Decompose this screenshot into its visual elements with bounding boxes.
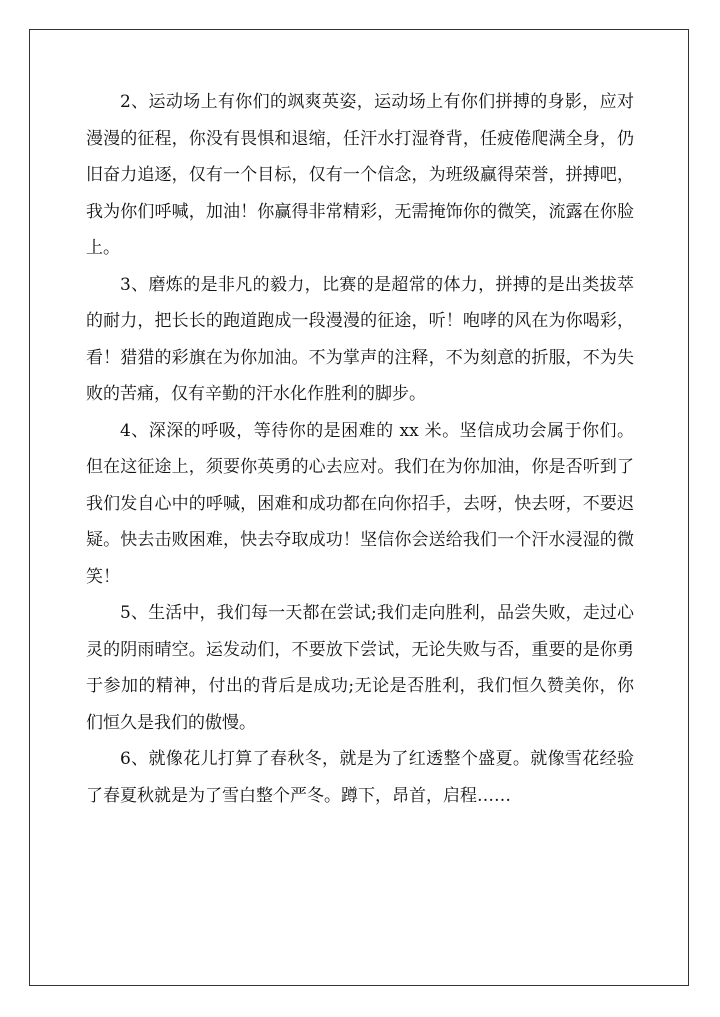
paragraph-5: 5、生活中，我们每一天都在尝试;我们走向胜利，品尝失败，走过心灵的阴雨晴空。运发动们，不要放下尝试，无论失败与否，重要的是你勇于参加的精神，付出的背后是成功;无论是否胜利，我们恒久赞美你，你们恒久是我们的傲慢。	[86, 603, 634, 733]
paragraph-2: 2、运动场上有你们的飒爽英姿，运动场上有你们拼搏的身影，应对漫漫的征程，你没有畏惧和退缩，任汗水打湿脊背，任疲倦爬满全身，仍旧奋力追逐，仅有一个目标，仅有一个信念，为班级赢得荣誉，拼搏吧，我为你们呼喊，加油！你赢得非常精彩，无需掩饰你的微笑，流露在你脸上。	[86, 92, 634, 258]
paragraph-6: 6、就像花儿打算了春秋冬，就是为了红透整个盛夏。就像雪花经验了春夏秋就是为了雪白整个严冬。蹲下，昂首，启程……	[86, 749, 634, 806]
document-body	[86, 84, 634, 814]
paragraph-4: 4、深深的呼吸，等待你的是困难的 xx 米。坚信成功会属于你们。但在这征途上，须要你英勇的心去应对。我们在为你加油，你是否听到了我们发自心中的呼喊，困难和成功都在向你招手，去呀，快去呀，不要迟疑。快去击败困难，快去夺取成功！坚信你会送给我们一个汗水浸湿的微笑！	[86, 420, 634, 587]
paragraph-3: 3、磨炼的是非凡的毅力，比赛的是超常的体力，拼搏的是出类拔萃的耐力，把长长的跑道跑成一段漫漫的征途，听！咆哮的风在为你喝彩，看！猎猎的彩旗在为你加油。不为掌声的注释，不为刻意的折服，不为失败的苦痛，仅有辛勤的汗水化作胜利的脚步。	[86, 274, 634, 404]
